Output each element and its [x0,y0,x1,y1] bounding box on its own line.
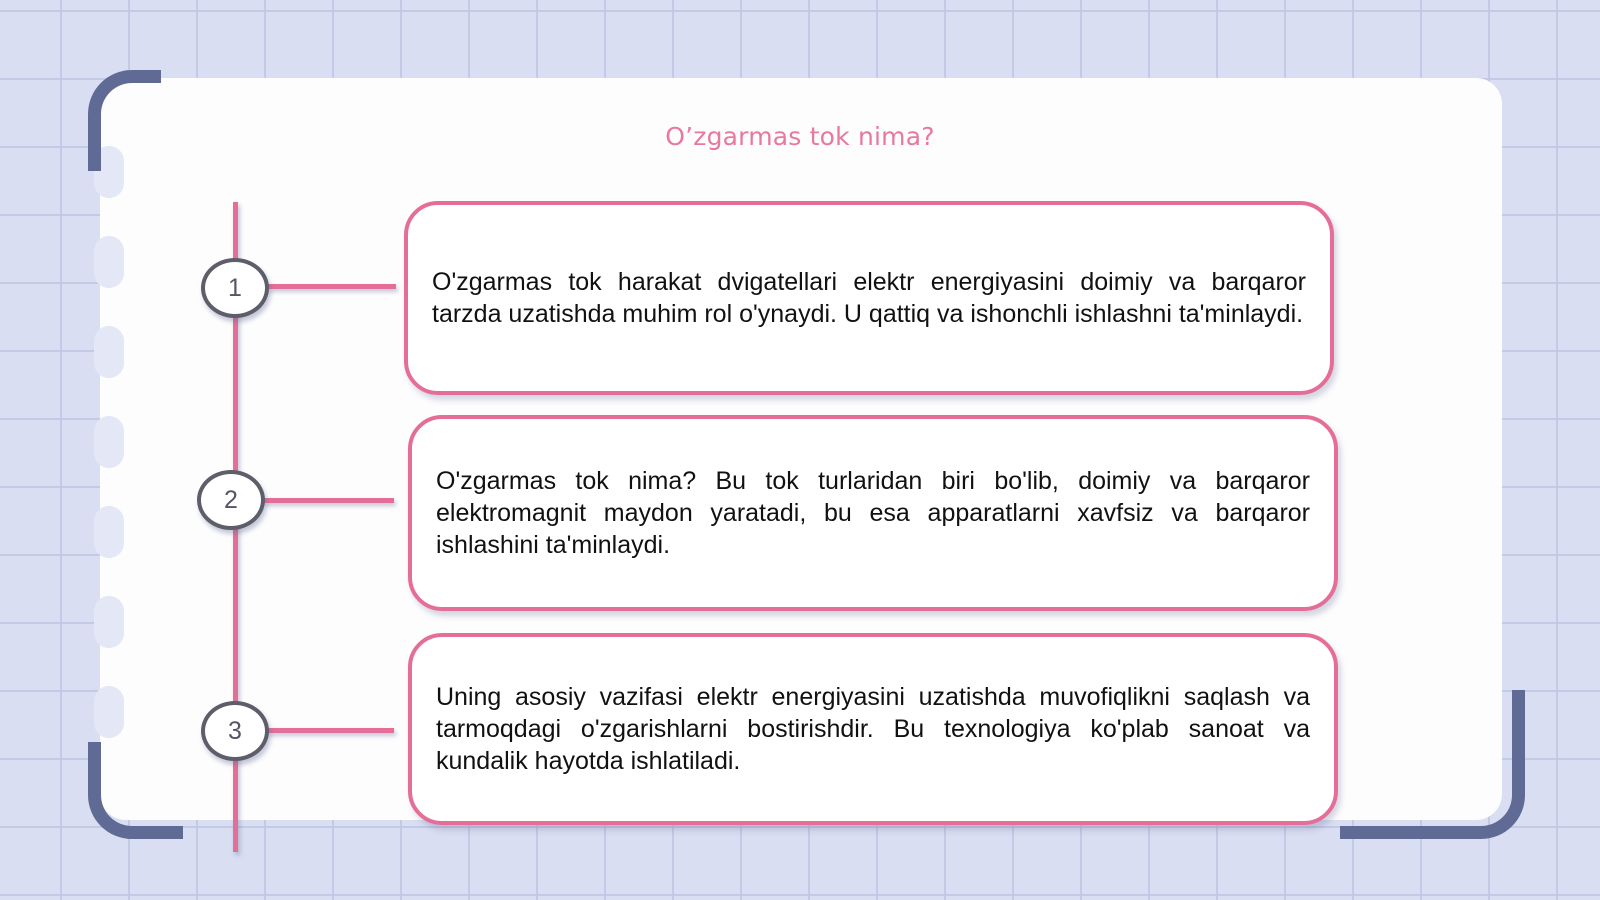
paper-notch [94,326,124,378]
paper-notch [94,686,124,738]
timeline-card [404,201,1334,395]
slide-title: O’zgarmas tok nima? [665,122,935,151]
timeline-card-text: O'zgarmas tok nima? Bu tok turlaridan biri bo'lib, doimiy va barqaror elektromagnit maydon yaratadi, bu esa apparatlarni xavfsiz va barqaror ishlashini ta'minlaydi. [436,467,1310,559]
paper-notch [94,506,124,558]
timeline-card [408,415,1338,611]
corner-bracket-top-left [88,70,161,171]
timeline-card-text: O'zgarmas tok harakat dvigatellari elektr energiyasini doimiy va barqaror tarzda uzatishda muhim rol o'ynaydi. U qattiq va ishonchli ishlashni ta'minlaydi. [432,268,1306,328]
timeline-card-text: Uning asosiy vazifasi elektr energiyasini uzatishda muvofiqlikni saqlash va tarmoqdagi o'zgarishlarni bostirishdir. Bu texnologiya ko'plab sanoat va kundalik hayotda ishlatiladi. [436,683,1310,775]
paper-notch [94,596,124,648]
timeline-step-number: 2 [197,470,265,530]
timeline-connector [266,284,396,289]
timeline-connector [262,498,394,503]
paper-notch [94,236,124,288]
timeline-step-number: 3 [201,701,269,761]
corner-bracket-bottom-right [1340,690,1525,839]
timeline-step-number: 1 [201,258,269,318]
timeline-connector [266,728,394,733]
timeline-card [408,633,1338,825]
corner-bracket-bottom-left [88,742,183,839]
paper-notch [94,416,124,468]
